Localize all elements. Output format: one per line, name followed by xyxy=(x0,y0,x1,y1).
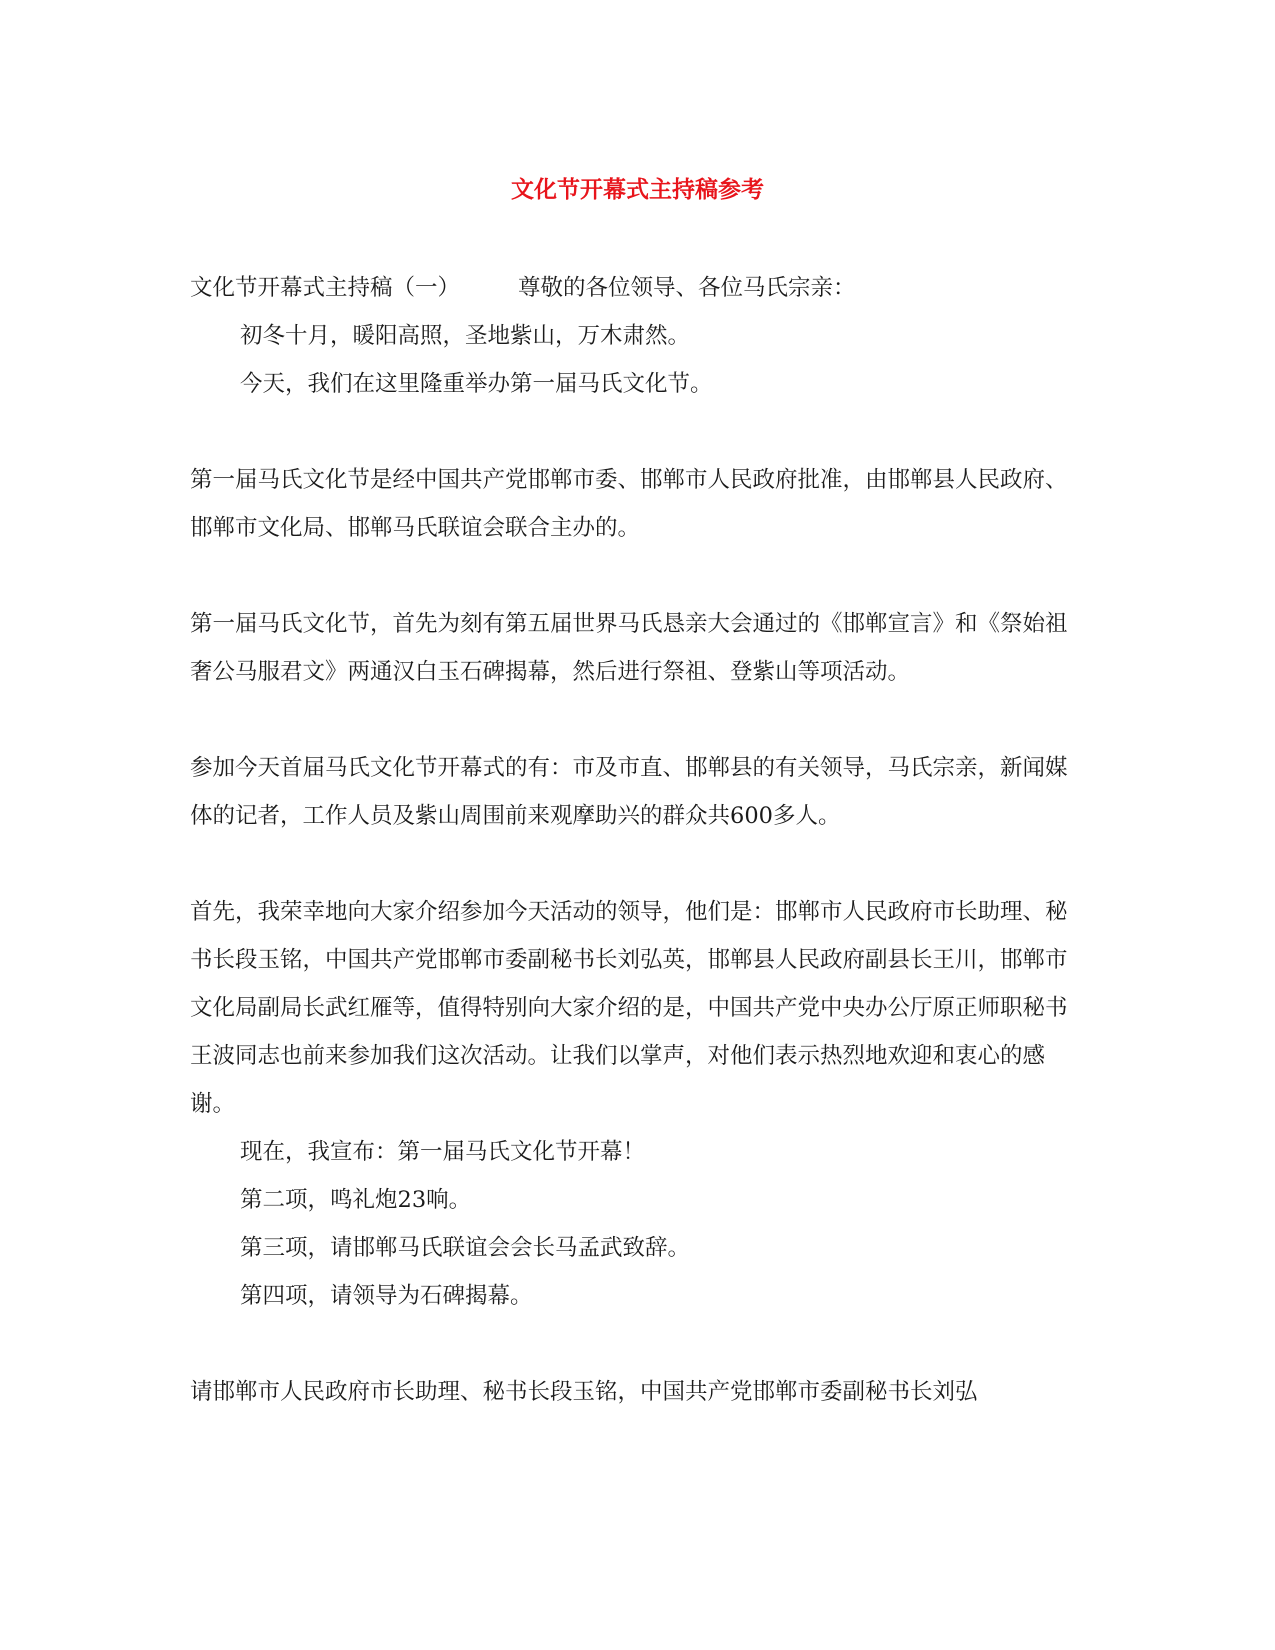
paragraph: 参加今天首届马氏文化节开幕式的有：市及市直、邯郸县的有关领导，马氏宗亲，新闻媒体的记者，工作人员及紫山周围前来观摩助兴的群众共600多人。 xyxy=(190,755,1068,829)
document-body xyxy=(190,264,1070,1416)
paragraph: 第三项，请邯郸马氏联谊会会长马孟武致辞。 xyxy=(240,1235,691,1261)
heading-line xyxy=(190,264,1070,312)
section-heading: 文化节开幕式主持稿（一） xyxy=(190,275,461,301)
paragraph: 第一届马氏文化节，首先为刻有第五届世界马氏恳亲大会通过的《邯郸宣言》和《祭始祖奢公马服君文》两通汉白玉石碑揭幕，然后进行祭祖、登紫山等项活动。 xyxy=(190,611,1068,685)
greeting: 尊敬的各位领导、各位马氏宗亲： xyxy=(518,275,856,301)
paragraph: 初冬十月，暖阳高照，圣地紫山，万木肃然。 xyxy=(240,323,691,349)
paragraph: 第四项，请领导为石碑揭幕。 xyxy=(240,1283,533,1309)
document-title: 文化节开幕式主持稿参考 xyxy=(511,176,764,203)
paragraph: 请邯郸市人民政府市长助理、秘书长段玉铭，中国共产党邯郸市委副秘书长刘弘 xyxy=(190,1379,978,1405)
paragraph: 现在，我宣布：第一届马氏文化节开幕！ xyxy=(240,1139,646,1165)
paragraph: 今天，我们在这里隆重举办第一届马氏文化节。 xyxy=(240,371,713,397)
paragraph: 第一届马氏文化节是经中国共产党邯郸市委、邯郸市人民政府批准，由邯郸县人民政府、邯郸市文化局、邯郸马氏联谊会联合主办的。 xyxy=(190,467,1068,541)
paragraph: 第二项，鸣礼炮23响。 xyxy=(240,1187,472,1213)
paragraph: 首先，我荣幸地向大家介绍参加今天活动的领导，他们是：邯郸市人民政府市长助理、秘书长段玉铭，中国共产党邯郸市委副秘书长刘弘英，邯郸县人民政府副县长王川，邯郸市文化局副局长武红雁等，值得特别向大家介绍的是，中国共产党中央办公厅原正师职秘书王波同志也前来参加我们这次活动。让我们以掌声，对他们表示热烈地欢迎和衷心的感谢。 xyxy=(190,899,1068,1117)
